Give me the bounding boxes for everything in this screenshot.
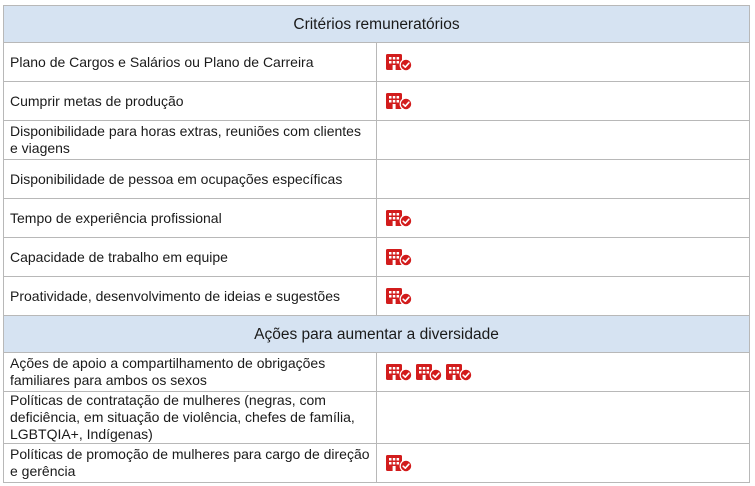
company-check-icon: [385, 286, 413, 306]
section-title: Critérios remuneratórios: [4, 6, 750, 43]
row-icons: [377, 392, 750, 444]
table-row: [4, 353, 750, 392]
row-icons: [377, 121, 750, 160]
criteria-table: [3, 5, 750, 483]
row-label: Políticas de promoção de mulheres para cargo de direção e gerência: [4, 444, 377, 483]
table-row: [4, 121, 750, 160]
section-header-diversity: [4, 316, 750, 353]
company-check-icon: [385, 52, 413, 72]
row-icons: [377, 444, 750, 483]
row-label: Tempo de experiência profissional: [4, 199, 377, 238]
table-row: [4, 444, 750, 483]
table-row: [4, 43, 750, 82]
row-icons: [377, 160, 750, 199]
company-check-icon: [385, 453, 413, 473]
row-icons: [377, 82, 750, 121]
table-row: [4, 392, 750, 444]
criteria-table-container: [3, 5, 750, 483]
company-check-icon: [385, 91, 413, 111]
company-check-icon: [385, 247, 413, 267]
table-row: [4, 82, 750, 121]
row-label: Capacidade de trabalho em equipe: [4, 238, 377, 277]
row-icons: [377, 43, 750, 82]
table-row: [4, 199, 750, 238]
company-check-icon: [385, 208, 413, 228]
row-label: Disponibilidade de pessoa em ocupações específicas: [4, 160, 377, 199]
row-label: Disponibilidade para horas extras, reuniões com clientes e viagens: [4, 121, 377, 160]
section-title: Ações para aumentar a diversidade: [4, 316, 750, 353]
section-header-remuneration: [4, 6, 750, 43]
company-check-icon: [415, 362, 443, 382]
row-label: Ações de apoio a compartilhamento de obrigações familiares para ambos os sexos: [4, 353, 377, 392]
row-icons: [377, 353, 750, 392]
row-icons: [377, 277, 750, 316]
row-label: Cumprir metas de produção: [4, 82, 377, 121]
table-row: [4, 238, 750, 277]
row-label: Proatividade, desenvolvimento de ideias e sugestões: [4, 277, 377, 316]
table-row: [4, 277, 750, 316]
company-check-icon: [445, 362, 473, 382]
table-row: [4, 160, 750, 199]
row-icons: [377, 238, 750, 277]
row-label: Plano de Cargos e Salários ou Plano de Carreira: [4, 43, 377, 82]
row-label: Políticas de contratação de mulheres (negras, com deficiência, em situação de violência, chefes de família, LGBTQIA+, Indígenas): [4, 392, 377, 444]
row-icons: [377, 199, 750, 238]
company-check-icon: [385, 362, 413, 382]
